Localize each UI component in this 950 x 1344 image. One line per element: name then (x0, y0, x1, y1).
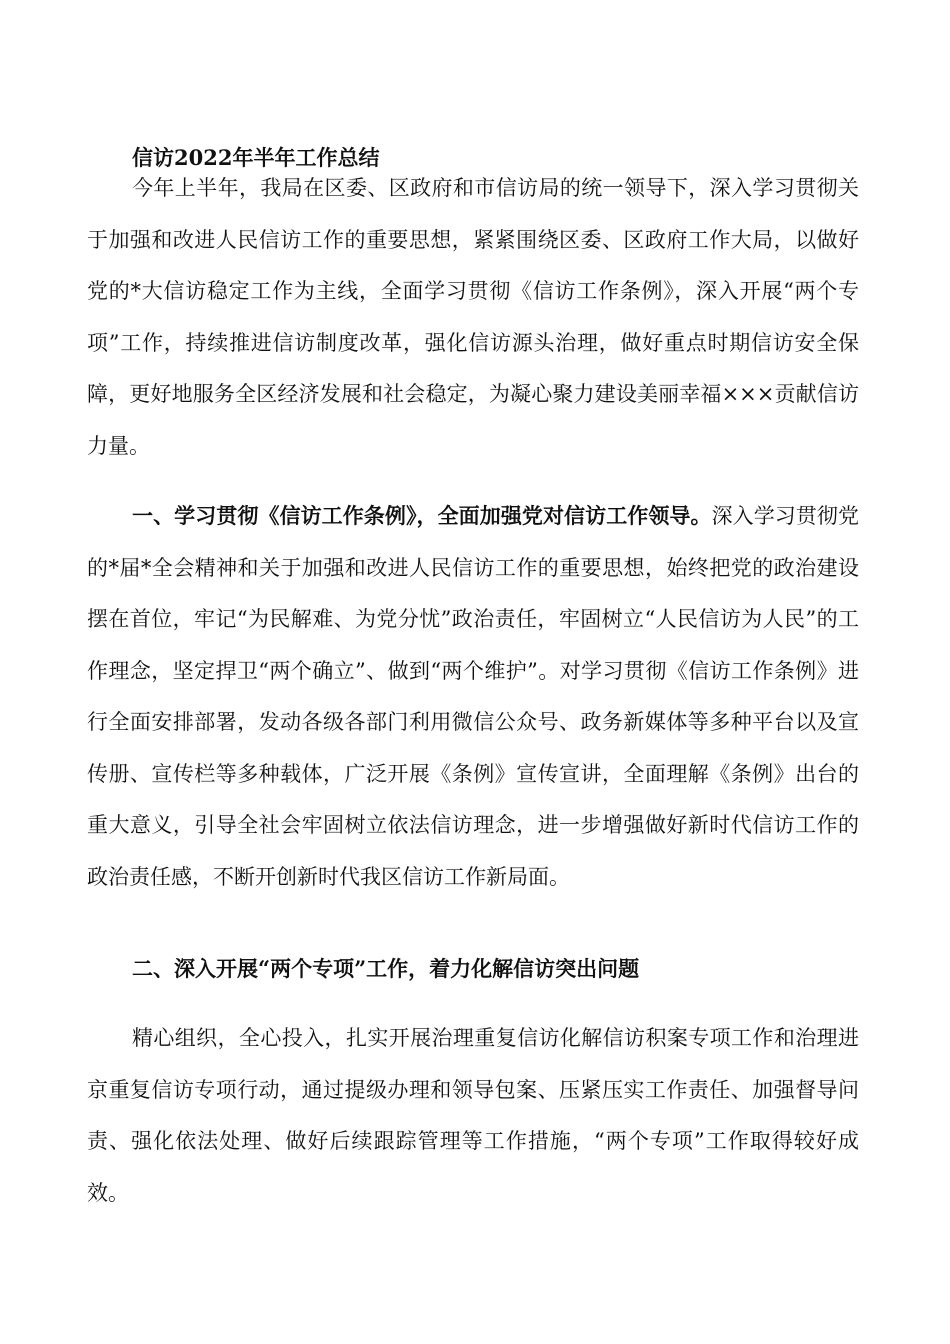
paragraph-text: 深入学习贯彻党的*届*全会精神和关于加强和改进人民信访工作的重要思想，始终把党的政治建设摆在首位，牢记“为民解难、为党分忧”政治责任，牢固树立“人民信访为人民”的工作理念，坚定捍卫“两个确立”、做到“两个维护”。对学习贯彻《信访工作条例》进行全面安排部署，发动各级各部门利用微信公众号、政务新媒体等多种平台以及宣传册、宣传栏等多种载体，广泛开展《条例》宣传宣讲，全面理解《条例》出台的重大意义，引导全社会牢固树立依法信访理念，进一步增强做好新时代信访工作的政治责任感，不断开创新时代我区信访工作新局面。 (87, 504, 860, 889)
section-1-heading: 一、学习贯彻《信访工作条例》，全面加强党对信访工作领导。 (132, 503, 712, 528)
paragraph-intro (87, 163, 859, 472)
paragraph-section-1 (87, 490, 859, 903)
document-title: 信访2022年半年工作总结 (132, 145, 380, 170)
paragraph-section-2 (87, 1013, 859, 1219)
paragraph-text: 今年上半年，我局在区委、区政府和市信访局的统一领导下，深入学习贯彻关于加强和改进人民信访工作的重要思想，紧紧围绕区委、区政府工作大局，以做好党的*大信访稳定工作为主线，全面学习贯彻《信访工作条例》，深入开展“两个专项”工作，持续推进信访制度改革，强化信访源头治理，做好重点时期信访安全保障，更好地服务全区经济发展和社会稳定，为凝心聚力建设美丽幸福×××贡献信访力量。 (87, 176, 859, 458)
paragraph-text: 精心组织，全心投入，扎实开展治理重复信访化解信访积案专项工作和治理进京重复信访专项行动，通过提级办理和领导包案、压紧压实工作责任、加强督导问责、强化依法处理、做好后续跟踪管理等工作措施，“两个专项”工作取得较好成效。 (87, 1026, 859, 1205)
section-2-heading: 二、深入开展“两个专项”工作，着力化解信访突出问题 (132, 956, 640, 981)
